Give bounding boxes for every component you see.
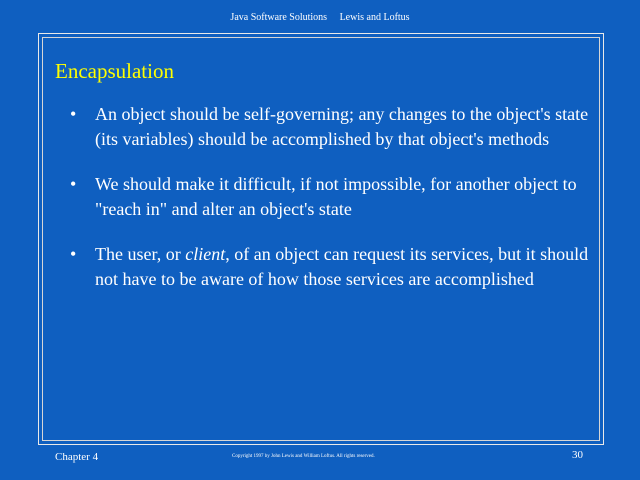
bullet-emphasis: client	[185, 244, 226, 264]
bullet-dot-icon: •	[70, 244, 77, 264]
chapter-label: Chapter 4	[55, 451, 99, 463]
bullet-dot-icon: •	[70, 104, 77, 124]
bullet-item	[70, 242, 590, 291]
book-authors: Lewis and Loftus	[339, 12, 410, 23]
bullet-text: An object should be self-governing; any changes to the object's state (its variables) should be accomplished by that object's methods	[95, 104, 589, 149]
bullet-text-part: The user, or	[95, 244, 186, 264]
bullet-text	[95, 242, 590, 291]
bullet-text-part: , of an object can request its services, but it should not have to be aware of how those services are accomplished	[95, 244, 589, 289]
bullet-item	[70, 172, 590, 221]
page-number: 30	[572, 449, 583, 461]
slide-header	[0, 12, 640, 23]
bullet-text: We should make it difficult, if not impossible, for another object to "reach in" and alter an object's state	[95, 174, 577, 219]
slide-title: Encapsulation	[55, 59, 174, 83]
bullet-list	[70, 102, 590, 291]
bullet-dot-icon: •	[70, 174, 77, 194]
copyright-notice: Copyright 1997 by John Lewis and William Loftus. All rights reserved.	[232, 454, 375, 459]
book-title: Java Software Solutions	[230, 12, 328, 23]
bullet-item	[70, 102, 590, 151]
